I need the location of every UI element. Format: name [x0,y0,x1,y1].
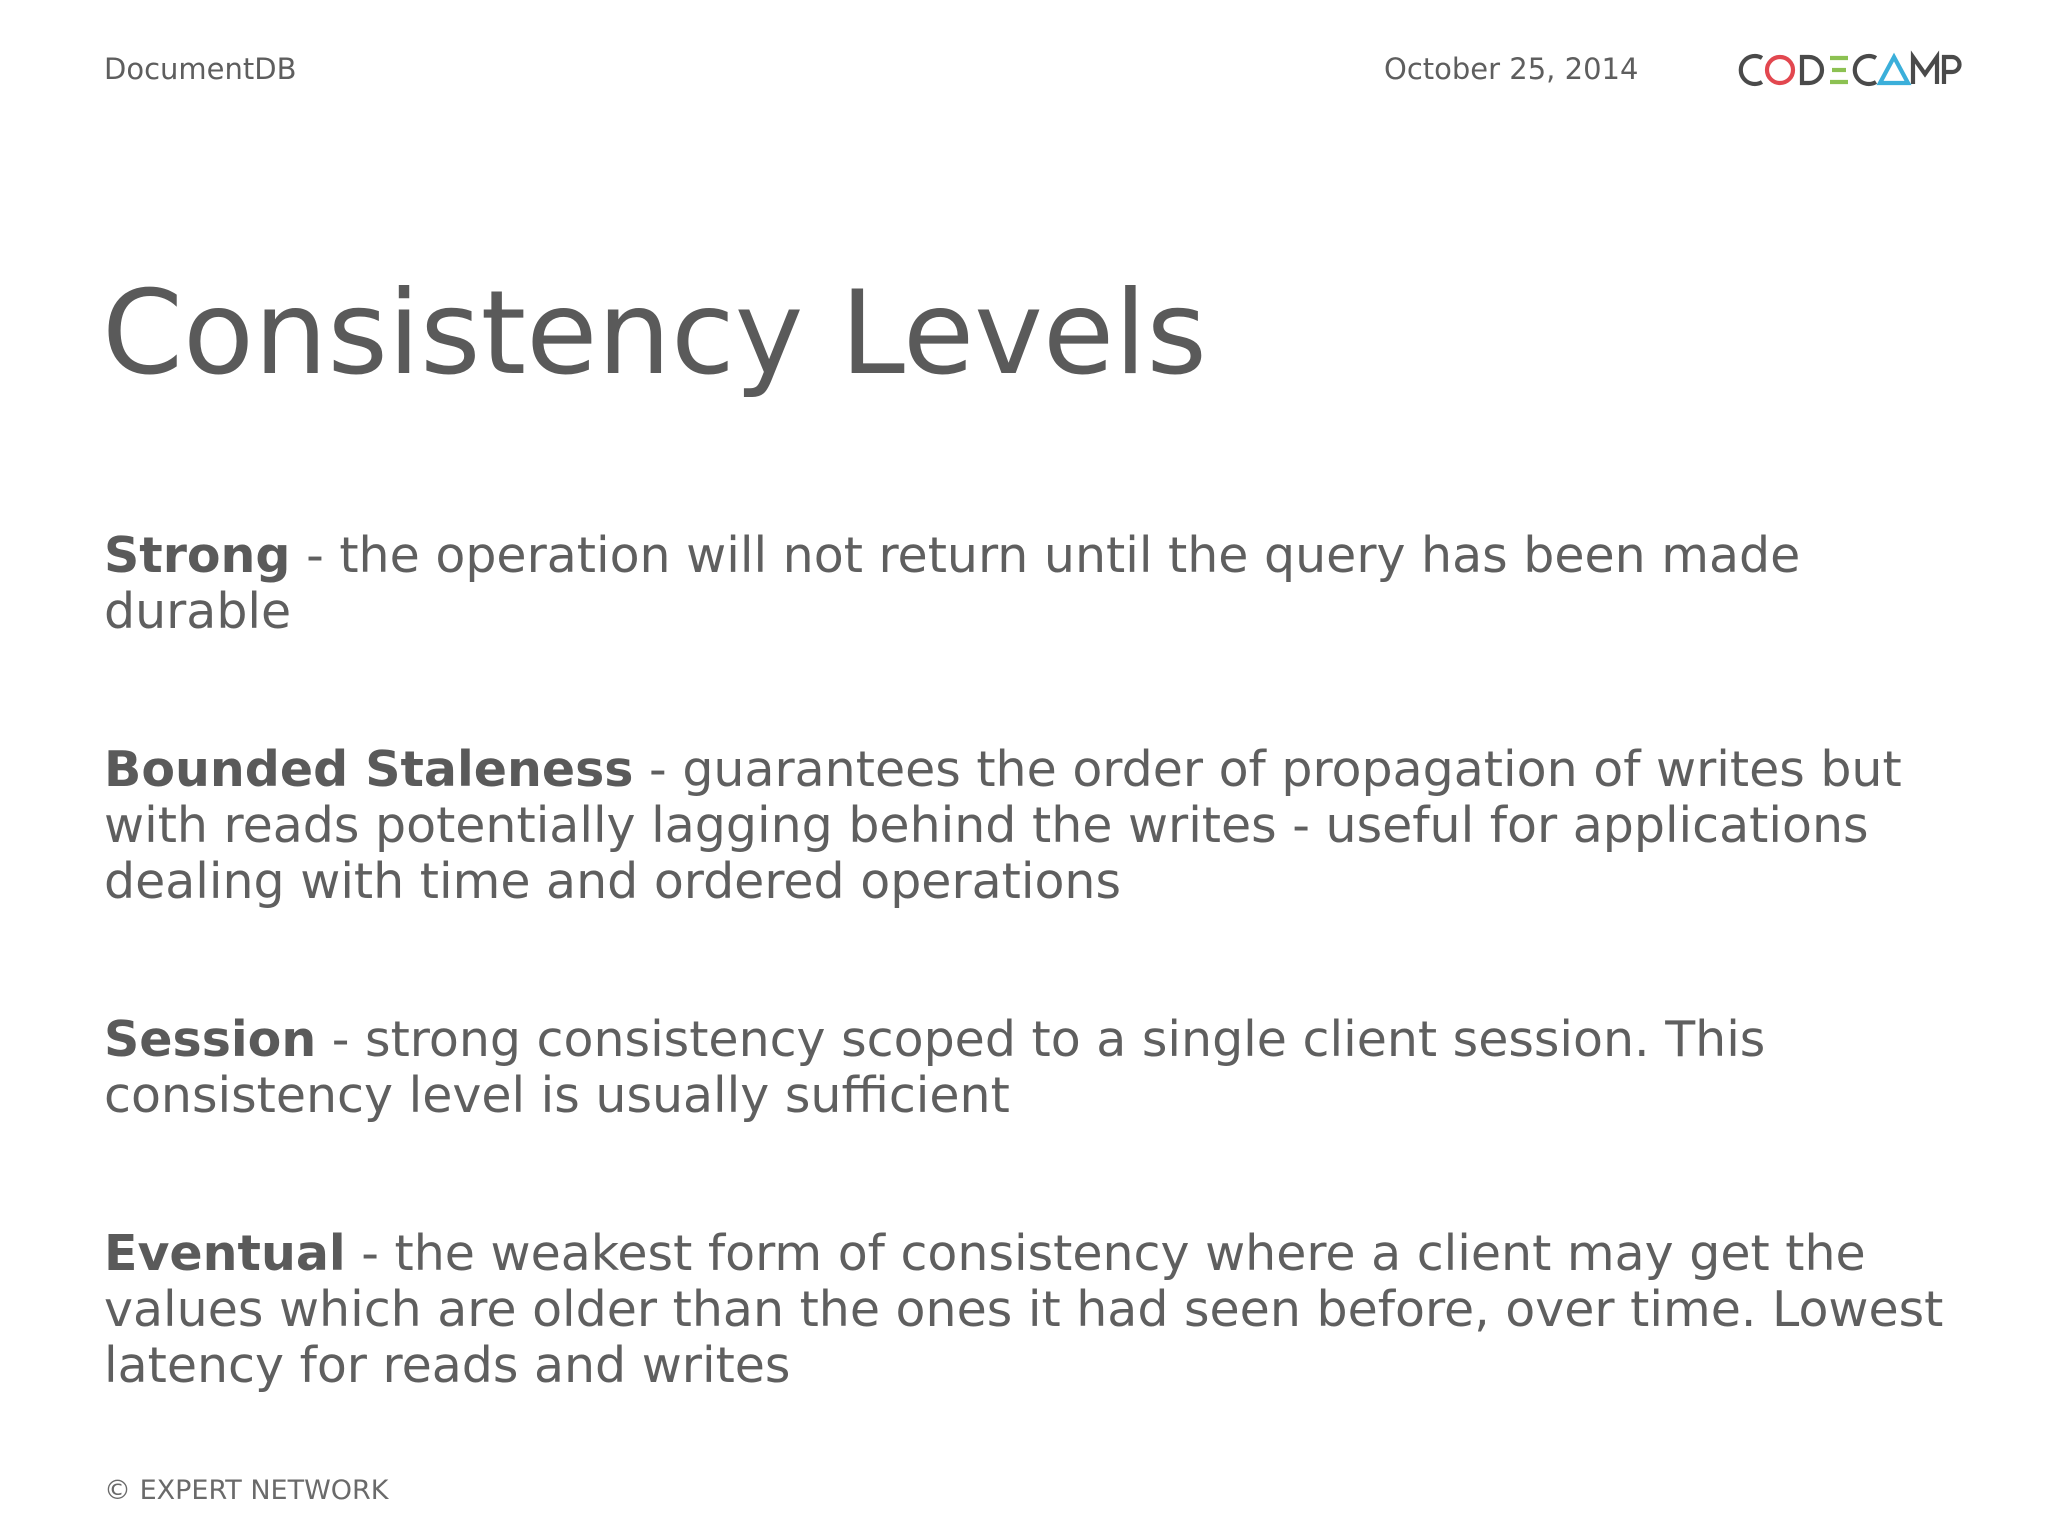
level-term: Strong [104,527,291,584]
level-strong [104,528,1984,640]
slide-title: Consistency Levels [102,266,1207,401]
presentation-date: October 25, 2014 [1384,52,1639,86]
consistency-levels-list [104,528,1984,1394]
level-description: - the operation will not return until the query has been made durable [104,527,1801,640]
level-term: Eventual [104,1225,346,1282]
level-bounded-staleness [104,742,1984,910]
copyright-footer: © EXPERT NETWORK [104,1475,389,1506]
level-term: Session [104,1011,317,1068]
level-description: - the weakest form of consistency where a client may get the values which are older than the ones it had seen before, over time. Lowest latency for reads and writes [104,1225,1944,1394]
level-session [104,1012,1984,1124]
codecamp-logo [1736,48,1962,92]
level-eventual [104,1226,1984,1394]
presentation-topic: DocumentDB [104,52,297,86]
level-description: - guarantees the order of propagation of writes but with reads potentially lagging behind the writes - useful for applications dealing with time and ordered operations [104,741,1902,910]
level-description: - strong consistency scoped to a single client session. This consistency level is usually sufficient [104,1011,1766,1124]
level-term: Bounded Staleness [104,741,634,798]
